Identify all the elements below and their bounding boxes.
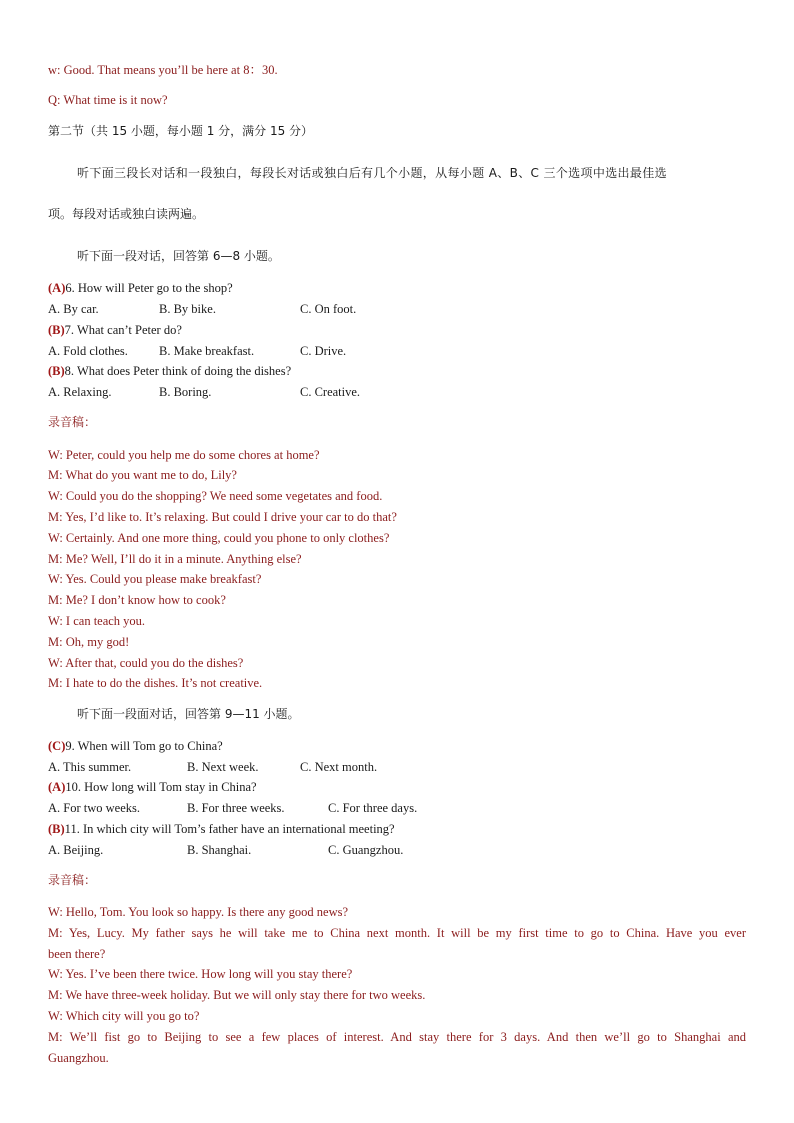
transcript-line: W: Which city will you go to? [48,1009,200,1023]
transcript-line: W: Could you do the shopping? We need some vegetates and food. [48,489,383,503]
dialogue-line: w: Good. That means you’ll be here at 8：30. [48,63,278,77]
option-b: B. By bike. [159,302,216,316]
question-9 [48,738,223,754]
section-heading: 第二节（共 15 小题，每小题 1 分，满分 15 分） [48,124,314,138]
option-c: C. Drive. [300,344,347,358]
transcript-line: M: Me? Well, I’ll do it in a minute. Anything else? [48,552,302,566]
option-c: C. For three days. [328,801,418,815]
transcript-label: 录音稿： [48,873,97,887]
option-c: C. Next month. [300,760,378,774]
question-text: 11. In which city will Tom’s father have an international meeting? [64,822,395,836]
question-7 [48,322,182,338]
transcript-line: M: Me? I don’t know how to cook? [48,593,226,607]
answer-key: (B) [48,323,65,337]
transcript-line: W: Yes. I’ve been there twice. How long will you stay there? [48,967,353,981]
option-a: A. This summer. [48,760,132,774]
section-instructions: 听下面三段长对话和一段独白，每段长对话或独白后有几个小题，从每小题 A、B、C 三个选项中选出最佳选 [77,166,667,180]
transcript-line: M: Yes, I’d like to. It’s relaxing. But could I drive your car to do that? [48,510,397,524]
section-instructions-cont: 项。每段对话或独白读两遍。 [48,207,205,221]
answer-key: (A) [48,780,66,794]
option-a: A. For two weeks. [48,801,141,815]
option-b: B. Shanghai. [187,843,252,857]
question-text: 10. How long will Tom stay in China? [65,780,257,794]
option-a: A. Relaxing. [48,385,112,399]
option-a: A. Fold clothes. [48,344,128,358]
question-text: 8. What does Peter think of doing the dishes? [64,364,292,378]
answer-key: (B) [48,364,65,378]
transcript-line: M: We have three-week holiday. But we will only stay there for two weeks. [48,988,426,1002]
option-c: C. On foot. [300,302,357,316]
transcript-line: M: Oh, my god! [48,635,130,649]
transcript-line: M: We’ll fist go to Beijing to see a few places of interest. And stay there for 3 days. And then we’ll go to Shanghai and [48,1030,746,1044]
transcript-line: W: Certainly. And one more thing, could you phone to only clothes? [48,531,390,545]
part2-prompt: 听下面一段面对话，回答第 9—11 小题。 [77,707,300,721]
transcript-line: W: I can teach you. [48,614,146,628]
transcript-line: W: Yes. Could you please make breakfast? [48,572,262,586]
option-b: B. For three weeks. [187,801,285,815]
transcript-line: Guangzhou. [48,1051,109,1065]
answer-key: (C) [48,739,66,753]
option-c: C. Guangzhou. [328,843,404,857]
option-a: A. By car. [48,302,99,316]
answer-key: (B) [48,822,65,836]
transcript-line: M: What do you want me to do, Lily? [48,468,237,482]
transcript-line: been there? [48,947,106,961]
transcript-line: M: Yes, Lucy. My father says he will take me to China next month. It will be my first time to go to China. Have you ever [48,926,746,940]
question-6 [48,280,233,296]
answer-key: (A) [48,281,66,295]
option-c: C. Creative. [300,385,361,399]
question-10 [48,779,257,795]
transcript-label: 录音稿： [48,415,97,429]
option-a: A. Beijing. [48,843,104,857]
transcript-line: W: Peter, could you help me do some chores at home? [48,448,320,462]
option-b: B. Boring. [159,385,212,399]
part1-prompt: 听下面一段对话，回答第 6—8 小题。 [77,249,280,263]
transcript-line: W: After that, could you do the dishes? [48,656,244,670]
option-b: B. Next week. [187,760,259,774]
question-text: 9. When will Tom go to China? [65,739,223,753]
question-8 [48,363,291,379]
question-11 [48,821,395,837]
transcript-line: W: Hello, Tom. You look so happy. Is there any good news? [48,905,349,919]
question-text: 6. How will Peter go to the shop? [65,281,233,295]
transcript-line: M: I hate to do the dishes. It’s not creative. [48,676,263,690]
question-line: Q: What time is it now? [48,93,168,107]
option-b: B. Make breakfast. [159,344,255,358]
question-text: 7. What can’t Peter do? [64,323,182,337]
